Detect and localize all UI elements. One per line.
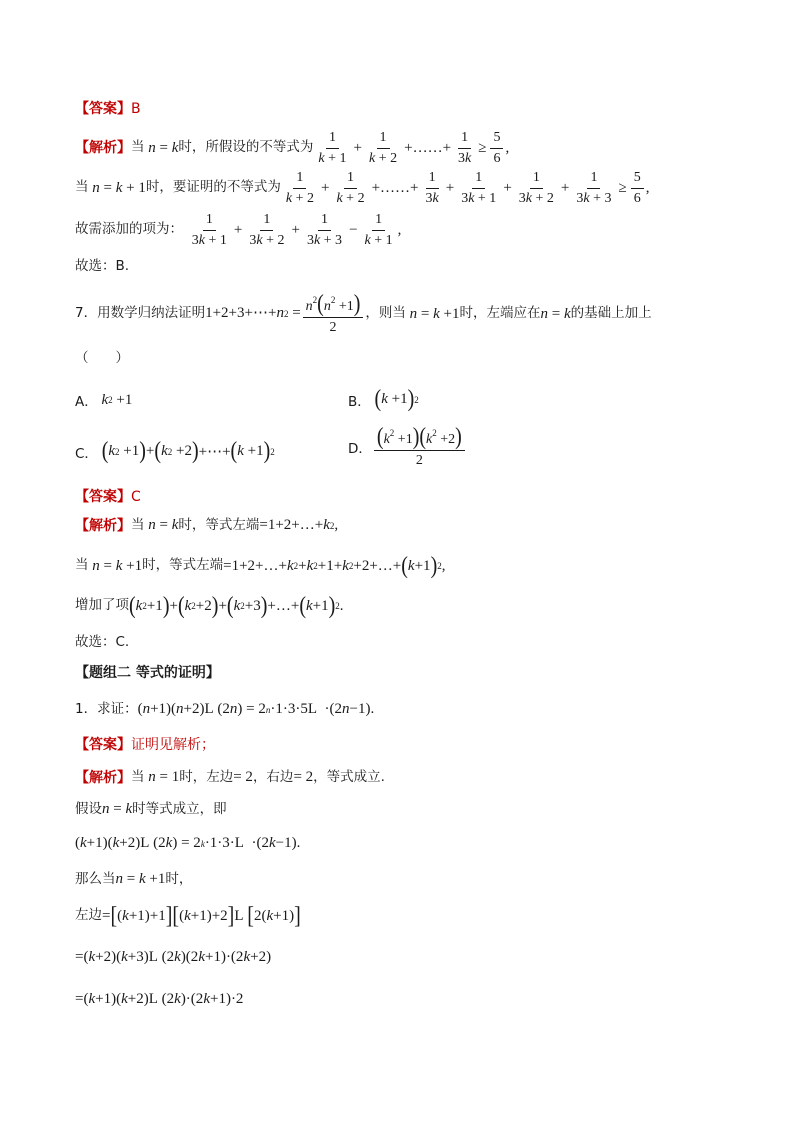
math-expr: ( k 2 +1 ) + ( k 2 +2 ) + ( k 2 +3 ) +…+ ( k +1 ) 2 .	[129, 592, 344, 620]
analysis-line-7	[75, 992, 734, 1007]
analysis-line-1	[75, 518, 734, 533]
question-text: 的基础上加上	[570, 305, 652, 322]
analysis-tag: 【解析】	[75, 140, 131, 156]
conclusion-line	[75, 636, 734, 650]
g2-q1-equation: ( n +1)( n +2)L (2 n ) = 2 n ·1·3·5L ·(2 n −1).	[137, 701, 375, 717]
math-expr: =( k +2)( k +3)L (2 k )(2 k +1)·(2 k +2)	[75, 949, 272, 965]
analysis-line-3	[75, 210, 734, 250]
analysis-tag: 【解析】	[75, 517, 131, 534]
analysis-text: 时，等式左端	[142, 557, 224, 574]
analysis-text: 当	[131, 516, 145, 533]
analysis-line-1	[75, 770, 734, 785]
math-expr: n = k + 1	[92, 179, 146, 196]
math-expr: =1+2+…+ k 2 + k 2 +1+ k 2 +2+…+ ( k +1 ) 2 ,	[223, 552, 446, 580]
analysis-text: 增加了项	[75, 597, 129, 614]
math-expr: n = k +1	[115, 871, 166, 887]
math-expr: n = k +1	[409, 305, 460, 322]
answer-blank: （ ）	[75, 350, 129, 366]
analysis-text: 时，等式左端	[178, 516, 260, 533]
question-text: 时，左端应在	[459, 305, 541, 322]
analysis-line-1	[75, 128, 734, 168]
answer-line	[75, 102, 734, 116]
analysis-line-6	[75, 950, 734, 965]
answer-tag: 【答案】	[75, 489, 131, 505]
analysis-text: 故需添加的项为：	[75, 221, 183, 238]
choice-b-expr: ( k +1 ) 2	[374, 385, 419, 413]
choice-b[interactable]	[348, 385, 419, 413]
analysis-text: ，等式成立.	[313, 768, 385, 785]
math-expr: =1+2+…+ k 2 ,	[259, 517, 339, 533]
math-expr: =( k +1)( k +2)L (2 k )·(2 k +1)·2	[75, 991, 244, 1007]
inequality-to-prove: $\frac{1}{k + 2}$ + $\frac{1}{k + 2}$ +……+ $\frac{1}{3k}$ + $\frac{1}{3k + 1}$ + $\frac{1}{3k + 2}$ + $\frac{1}{3k + 3}$ ≥ $\frac{5}{6}$ ,	[285, 170, 650, 206]
conclusion-text: 故选：C.	[75, 634, 130, 650]
answer-value: B	[131, 101, 141, 117]
analysis-line-3	[75, 592, 734, 620]
choice-a-expr: k 2 +1	[101, 391, 133, 408]
analysis-text: 当	[131, 139, 145, 156]
answer-value: 证明见解析；	[131, 737, 215, 753]
analysis-text: 那么当	[75, 870, 116, 887]
analysis-line-5	[75, 902, 734, 930]
math-expr: n = k	[148, 139, 179, 156]
choice-label: A．	[75, 394, 98, 410]
choice-label: C．	[75, 445, 98, 462]
analysis-text: 假设	[75, 800, 102, 817]
math-expr: ( k +1)( k +2)L (2 k ) = 2 k ·1·3·L ·(2 k −1).	[75, 835, 301, 851]
math-expr: = 2	[293, 769, 314, 785]
math-expr: n = k +1	[92, 557, 143, 574]
analysis-text: 时，所假设的不等式为	[178, 139, 314, 156]
question-text: 7．用数学归纳法证明	[75, 305, 206, 322]
section-title: 【题组二 等式的证明】	[75, 665, 220, 681]
choice-c[interactable]	[75, 437, 275, 465]
analysis-text: 当	[75, 557, 89, 574]
answer-value: C	[131, 489, 141, 505]
question-7	[75, 292, 734, 336]
q7-equation: 1+2+3+⋯+ n 2 = $\frac{n^2(n^2 +1)}{2}$	[205, 293, 365, 335]
analysis-text: 时，要证明的不等式为	[145, 179, 281, 196]
answer-line	[75, 738, 734, 752]
analysis-text: 时，	[165, 870, 193, 887]
choice-label: B．	[348, 393, 371, 410]
analysis-line-3	[75, 836, 734, 851]
analysis-text: ，右边	[252, 768, 294, 785]
choice-d-expr: $\frac{(k^2 +1)(k^2 +2)}{2}$	[372, 426, 467, 468]
math-expr: n = 1	[148, 769, 180, 785]
question-paren	[75, 352, 734, 366]
analysis-line-2	[75, 802, 734, 817]
question-text: ，则当	[365, 305, 406, 322]
added-terms: $\frac{1}{3k + 1}$ + $\frac{1}{3k + 2}$ + $\frac{1}{3k + 3}$ − $\frac{1}{k + 1}$ ,	[191, 212, 402, 248]
math-expr: n = k	[148, 517, 179, 533]
choice-d[interactable]	[348, 423, 467, 468]
analysis-tag: 【解析】	[75, 769, 131, 786]
g2-question-1	[75, 702, 734, 717]
analysis-text: 当	[75, 179, 89, 196]
choice-a[interactable]	[75, 390, 132, 410]
conclusion-text: 故选：B.	[75, 258, 130, 274]
answer-tag: 【答案】	[75, 101, 131, 117]
analysis-line-2	[75, 552, 734, 580]
analysis-line-4	[75, 872, 734, 887]
math-expr: n = k	[540, 305, 571, 322]
conclusion-line	[75, 260, 734, 274]
math-expr: n = k	[102, 801, 133, 817]
math-expr: = 2	[233, 769, 253, 785]
analysis-text: 时等式成立，即	[132, 800, 227, 817]
analysis-text: 左边	[75, 907, 102, 924]
choice-c-expr: ( k 2 +1 ) + ( k 2 +2 ) +⋯+ ( k +1 ) 2	[101, 437, 275, 465]
analysis-text: 当	[131, 768, 145, 785]
analysis-line-2	[75, 168, 734, 208]
math-expr: = [ ( k +1)+1 ] [ ( k +1)+2 ] L [ 2( k +1) ]	[102, 902, 301, 930]
analysis-text: 时，左边	[179, 768, 234, 785]
answer-line	[75, 490, 734, 504]
answer-tag: 【答案】	[75, 737, 131, 753]
section-heading	[75, 666, 734, 680]
inequality-assumed: $\frac{1}{k + 1}$ + $\frac{1}{k + 2}$ +……+ $\frac{1}{3k}$ ≥ $\frac{5}{6}$ ,	[318, 130, 510, 166]
question-text: 1．求证：	[75, 700, 138, 717]
choice-label: D．	[348, 441, 372, 458]
